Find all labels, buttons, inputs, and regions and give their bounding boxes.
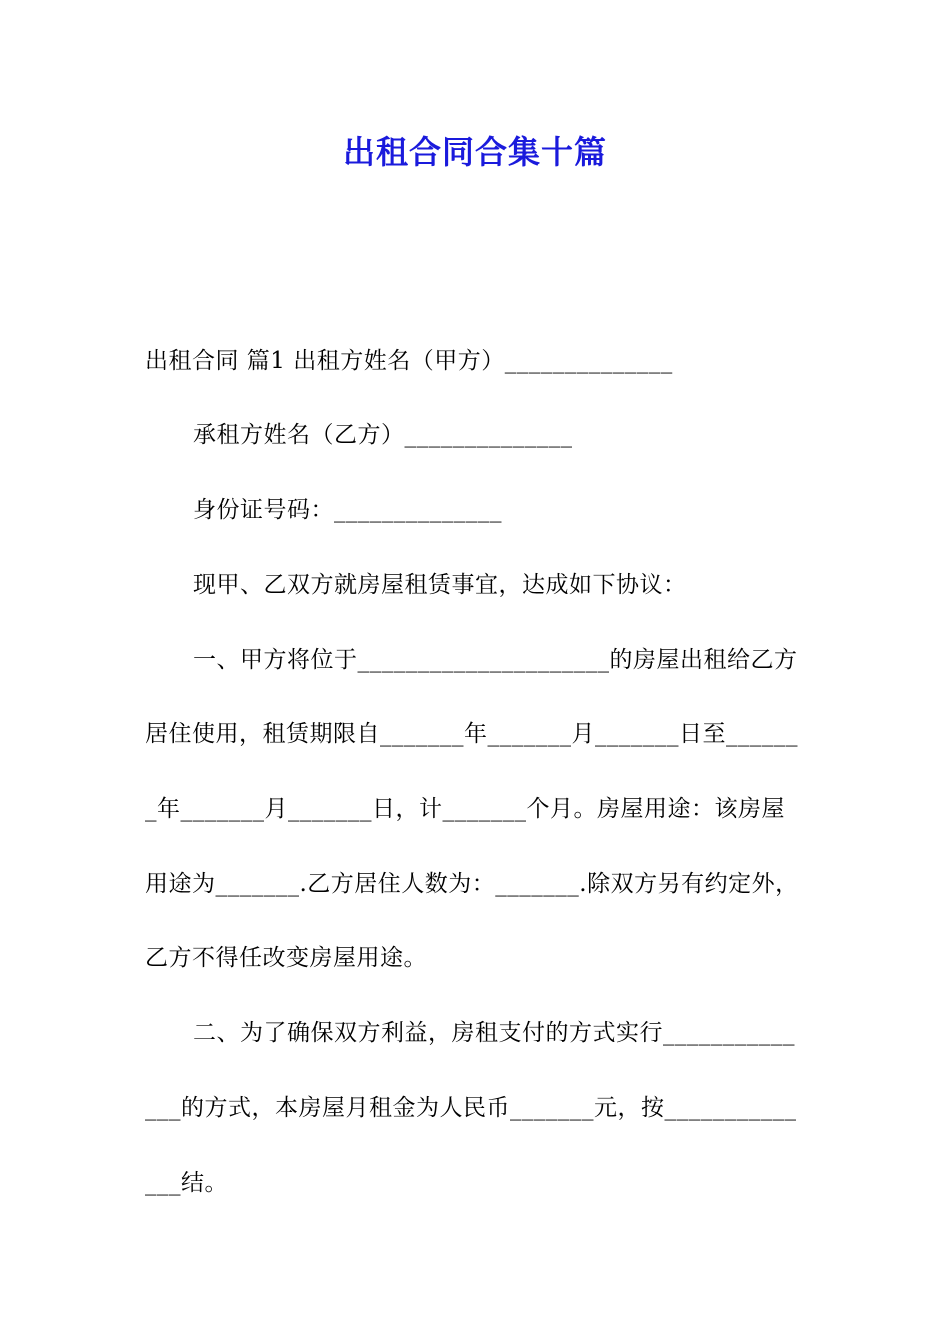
contract-line-5: 一、甲方将位于_____________________的房屋出租给乙方	[193, 647, 798, 673]
contract-line-10: 二、为了确保双方利益，房租支付的方式实行___________	[193, 1020, 795, 1046]
document-title: 出租合同合集十篇	[342, 133, 607, 171]
contract-line-9: 乙方不得任改变房屋用途。	[145, 945, 427, 971]
contract-line-3: 身份证号码：______________	[193, 497, 502, 523]
contract-line-8: 用途为_______.乙方居住人数为：_______.除双方另有约定外，	[145, 871, 799, 897]
contract-line-12: ___结。	[145, 1170, 228, 1196]
contract-line-1: 出租合同 篇1 出租方姓名（甲方）______________	[145, 348, 673, 374]
contract-line-7: _年_______月_______日，计_______个月。房屋用途：该房屋	[145, 796, 785, 822]
contract-line-6: 居住使用，租赁期限自_______年_______月_______日至______	[145, 721, 798, 747]
contract-line-11: ___的方式，本房屋月租金为人民币_______元，按___________	[145, 1095, 797, 1121]
contract-line-2: 承租方姓名（乙方）______________	[193, 422, 573, 448]
contract-line-4: 现甲、乙双方就房屋租赁事宜，达成如下协议：	[193, 572, 687, 598]
